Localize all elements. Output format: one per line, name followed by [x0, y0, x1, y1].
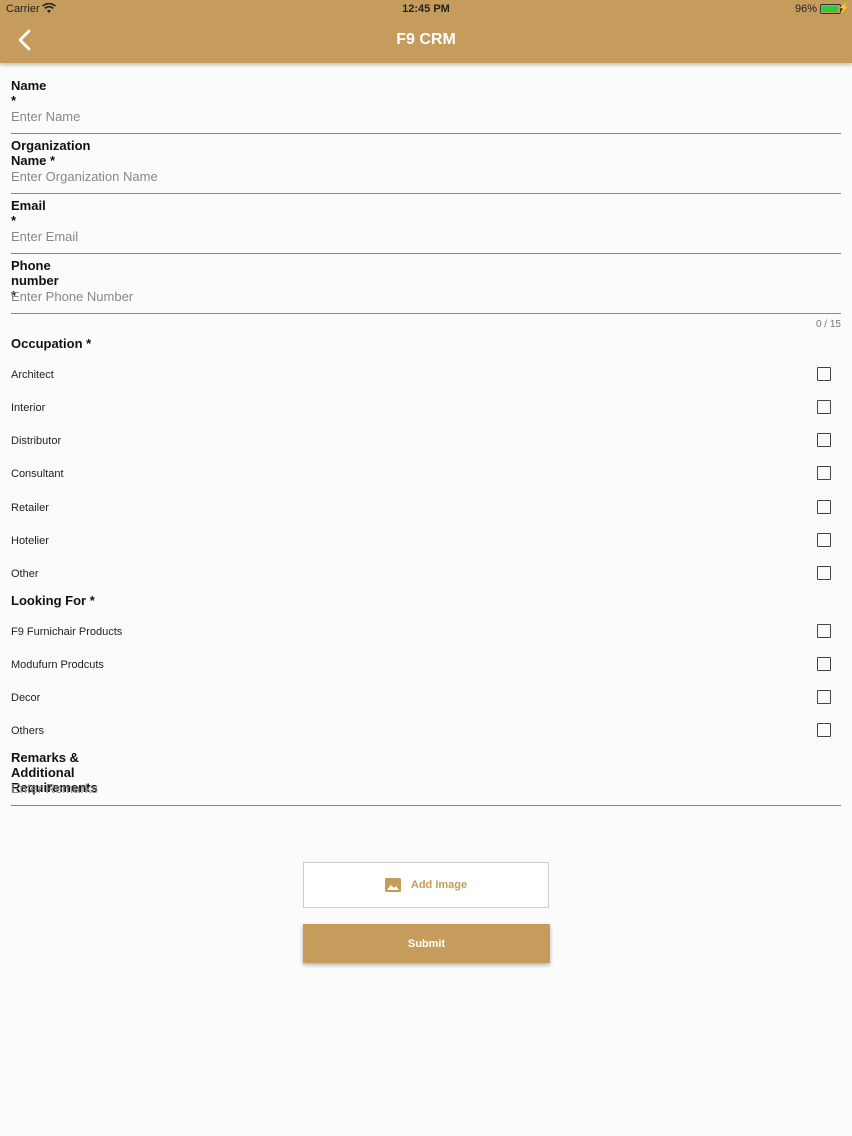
occupation-hotelier-checkbox[interactable]	[817, 533, 831, 547]
occupation-option-label: Interior	[11, 402, 46, 414]
occupation-interior-checkbox[interactable]	[817, 400, 831, 414]
organization-input[interactable]	[11, 166, 841, 186]
occupation-option-label: Other	[11, 568, 39, 580]
phone-label: Phone number *	[11, 258, 59, 303]
occupation-architect-checkbox[interactable]	[817, 367, 831, 381]
remarks-label: Remarks & Additional Requirements	[11, 750, 98, 795]
looking-for-option-label: Others	[11, 725, 45, 737]
navigation-bar	[0, 0, 852, 63]
occupation-option[interactable]	[11, 398, 841, 422]
looking-for-decor-checkbox[interactable]	[817, 690, 831, 704]
carrier-label: Carrier	[6, 3, 40, 15]
charging-icon: ⚡	[837, 3, 850, 14]
add-image-button[interactable]	[303, 862, 549, 908]
name-underline	[11, 133, 841, 134]
occupation-option[interactable]	[11, 564, 841, 588]
occupation-option-label: Retailer	[11, 502, 49, 514]
occupation-option-label: Hotelier	[11, 535, 49, 547]
add-image-label: Add Image	[410, 879, 468, 891]
image-icon	[385, 878, 401, 892]
occupation-retailer-checkbox[interactable]	[817, 500, 831, 514]
looking-for-label: Looking For *	[11, 593, 95, 608]
occupation-option[interactable]	[11, 498, 841, 522]
remarks-underline	[11, 805, 841, 806]
email-underline	[11, 253, 841, 254]
looking-for-option[interactable]	[11, 622, 841, 646]
phone-input[interactable]	[11, 286, 841, 306]
occupation-label: Occupation *	[11, 336, 92, 351]
looking-for-f9-checkbox[interactable]	[817, 624, 831, 638]
name-label: Name *	[11, 78, 47, 108]
name-input[interactable]	[11, 106, 841, 126]
page-title: F9 CRM	[396, 31, 456, 48]
looking-for-option[interactable]	[11, 688, 841, 712]
looking-for-option-label: Decor	[11, 692, 41, 704]
occupation-option[interactable]	[11, 464, 841, 488]
battery-percent: 96%	[794, 3, 817, 15]
phone-underline	[11, 313, 841, 314]
occupation-option[interactable]	[11, 531, 841, 555]
occupation-distributor-checkbox[interactable]	[817, 433, 831, 447]
status-time: 12:45 PM	[402, 3, 450, 15]
occupation-other-checkbox[interactable]	[817, 566, 831, 580]
looking-for-others-checkbox[interactable]	[817, 723, 831, 737]
submit-button[interactable]: Submit	[303, 924, 550, 963]
looking-for-option-label: F9 Furnichair Products	[11, 626, 123, 638]
organization-label: Organization Name *	[11, 138, 91, 168]
occupation-option-label: Architect	[11, 369, 54, 381]
occupation-option[interactable]	[11, 365, 841, 389]
remarks-input[interactable]	[11, 778, 841, 798]
looking-for-modufurn-checkbox[interactable]	[817, 657, 831, 671]
email-label: Email *	[11, 198, 46, 228]
occupation-option[interactable]	[11, 431, 841, 455]
occupation-option-label: Distributor	[11, 435, 62, 447]
occupation-option-label: Consultant	[11, 468, 64, 480]
looking-for-option[interactable]	[11, 721, 841, 745]
email-input[interactable]	[11, 226, 841, 246]
status-bar	[0, 0, 852, 18]
organization-underline	[11, 193, 841, 194]
phone-character-counter: 0 / 15	[815, 319, 841, 330]
occupation-consultant-checkbox[interactable]	[817, 466, 831, 480]
looking-for-option[interactable]	[11, 655, 841, 679]
looking-for-option-label: Modufurn Prodcuts	[11, 659, 104, 671]
